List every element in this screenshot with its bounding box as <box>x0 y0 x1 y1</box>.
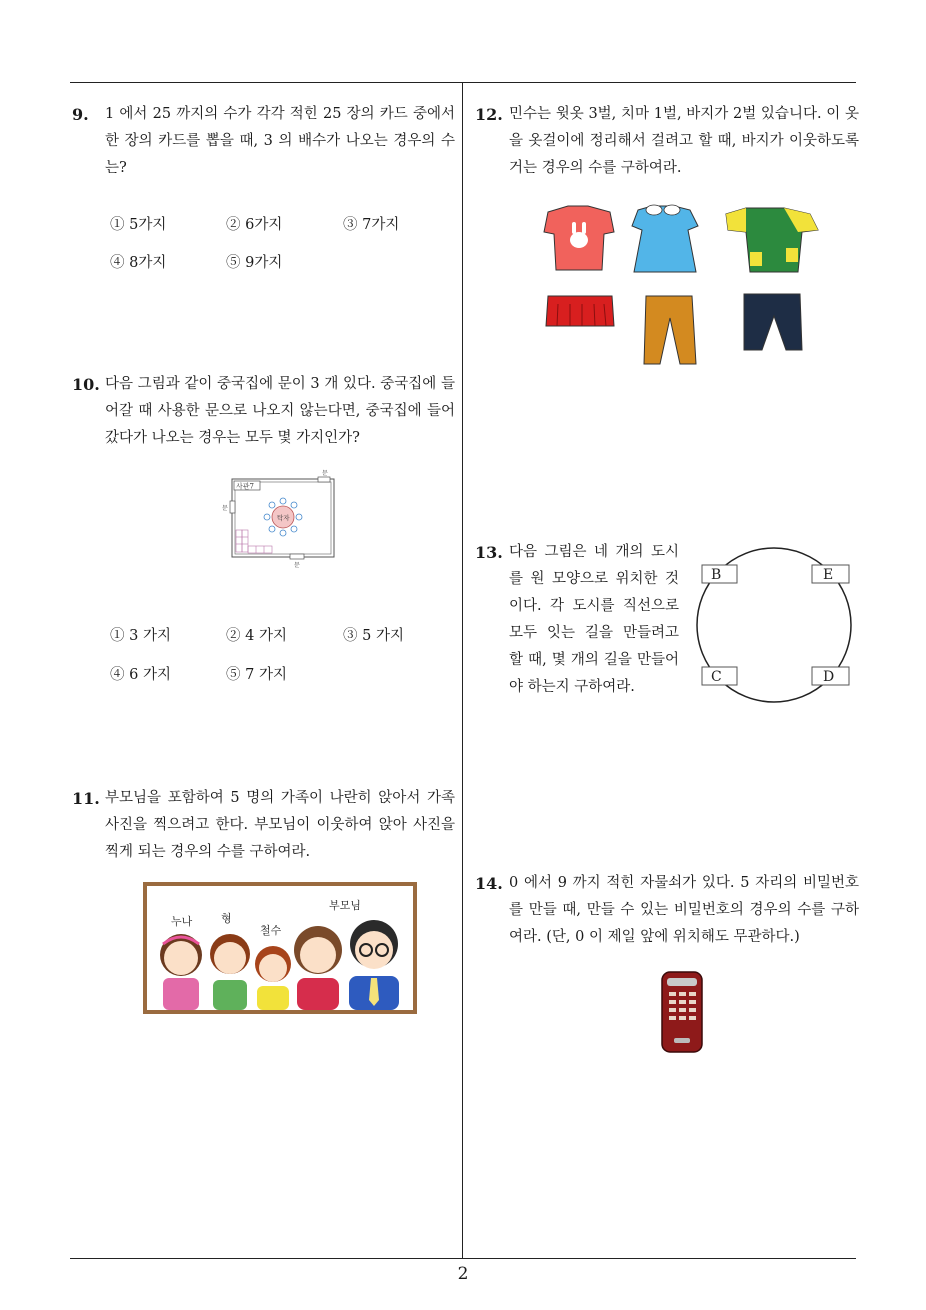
city-c: C <box>711 669 722 685</box>
q9-choice-1: ① 5가지 <box>110 217 167 233</box>
q10-text: 다음 그림과 같이 중국집에 문이 3 개 있다. 중국집에 들어갈 때 사용한 문으로 나오지 않는다면, 중국집에 들어갔다가 나오는 경우는 모두 몇 가지인가? <box>105 376 455 446</box>
q10-number: 10. <box>72 375 100 394</box>
pants-navy <box>744 294 802 350</box>
q10-choice-3: ③ 5 가지 <box>343 628 404 644</box>
dress-blue <box>632 205 698 272</box>
q9-choice-2: ② 6가지 <box>226 217 283 233</box>
clothes-figure <box>540 200 830 370</box>
family-photo-figure <box>143 882 417 1016</box>
shirt-green <box>726 208 818 272</box>
tshirt-rabbit <box>544 206 614 270</box>
q9-choice-4: ④ 8가지 <box>110 255 167 271</box>
q10-choice-1: ① 3 가지 <box>110 628 171 644</box>
q9-number: 9. <box>72 105 89 124</box>
door-lock-figure <box>658 970 706 1054</box>
q9-choice-3: ③ 7가지 <box>343 217 400 233</box>
label-brother: 형 <box>221 912 232 925</box>
door-label-bottom: 문 <box>294 562 300 569</box>
page-number: 2 <box>457 1264 469 1284</box>
q12-text: 민수는 윗옷 3벌, 치마 1벌, 바지가 2벌 있습니다. 이 옷을 옷걸이에 정리해서 걸려고 할 때, 바지가 이웃하도록 거는 경우의 수를 구하여라. <box>509 106 859 176</box>
city-e: E <box>823 567 834 583</box>
top-rule <box>70 82 856 83</box>
pants-orange <box>644 296 696 364</box>
q9-text: 1 에서 25 까지의 수가 각각 적힌 25 장의 카드 중에서 한 장의 카드를 뽑을 때, 3 의 배수가 나오는 경우의 수는? <box>105 106 455 176</box>
label-cheolsu: 철수 <box>260 924 282 937</box>
q11-text: 부모님을 포함하여 5 명의 가족이 나란히 앉아서 가족 사진을 찍으려고 한다. 부모님이 이웃하여 앉아 사진을 찍게 되는 경우의 수를 구하여라. <box>105 790 455 860</box>
q13-text: 다음 그림은 네 개의 도시를 원 모양으로 위치한 것이다. 각 도시를 직선으로 모두 잇는 길을 만들려고 할 때, 몇 개의 길을 만들어야 하는지 구하여라. <box>509 544 679 695</box>
q9-choice-5: ⑤ 9가지 <box>226 255 283 271</box>
q11-number: 11. <box>72 789 100 808</box>
label-sister: 누나 <box>171 915 193 928</box>
q14-number: 14. <box>475 874 503 893</box>
kitchen-label: 사관7 <box>236 482 254 491</box>
q10-choice-4: ④ 6 가지 <box>110 667 171 683</box>
q12-number: 12. <box>475 105 503 124</box>
table-label: 탁자 <box>277 514 290 522</box>
city-d: D <box>823 669 835 685</box>
bottom-rule <box>70 1258 856 1259</box>
door-label-left: 문 <box>222 505 228 512</box>
skirt-red <box>546 296 614 326</box>
label-parents: 부모님 <box>329 899 361 912</box>
q14-text: 0 에서 9 까지 적힌 자물쇠가 있다. 5 자리의 비밀번호를 만들 때, 만들 수 있는 비밀번호의 경우의 수를 구하여라. (단, 0 이 제일 앞에 위치해도 무관하다.) <box>509 875 859 945</box>
restaurant-floorplan-figure <box>222 468 342 578</box>
city-b: B <box>711 567 722 583</box>
door-label-top: 문 <box>322 470 328 477</box>
column-divider <box>462 82 463 1258</box>
q10-choice-2: ② 4 가지 <box>226 628 287 644</box>
q13-number: 13. <box>475 543 503 562</box>
cities-circle-figure <box>692 545 858 707</box>
q10-choice-5: ⑤ 7 가지 <box>226 667 287 683</box>
